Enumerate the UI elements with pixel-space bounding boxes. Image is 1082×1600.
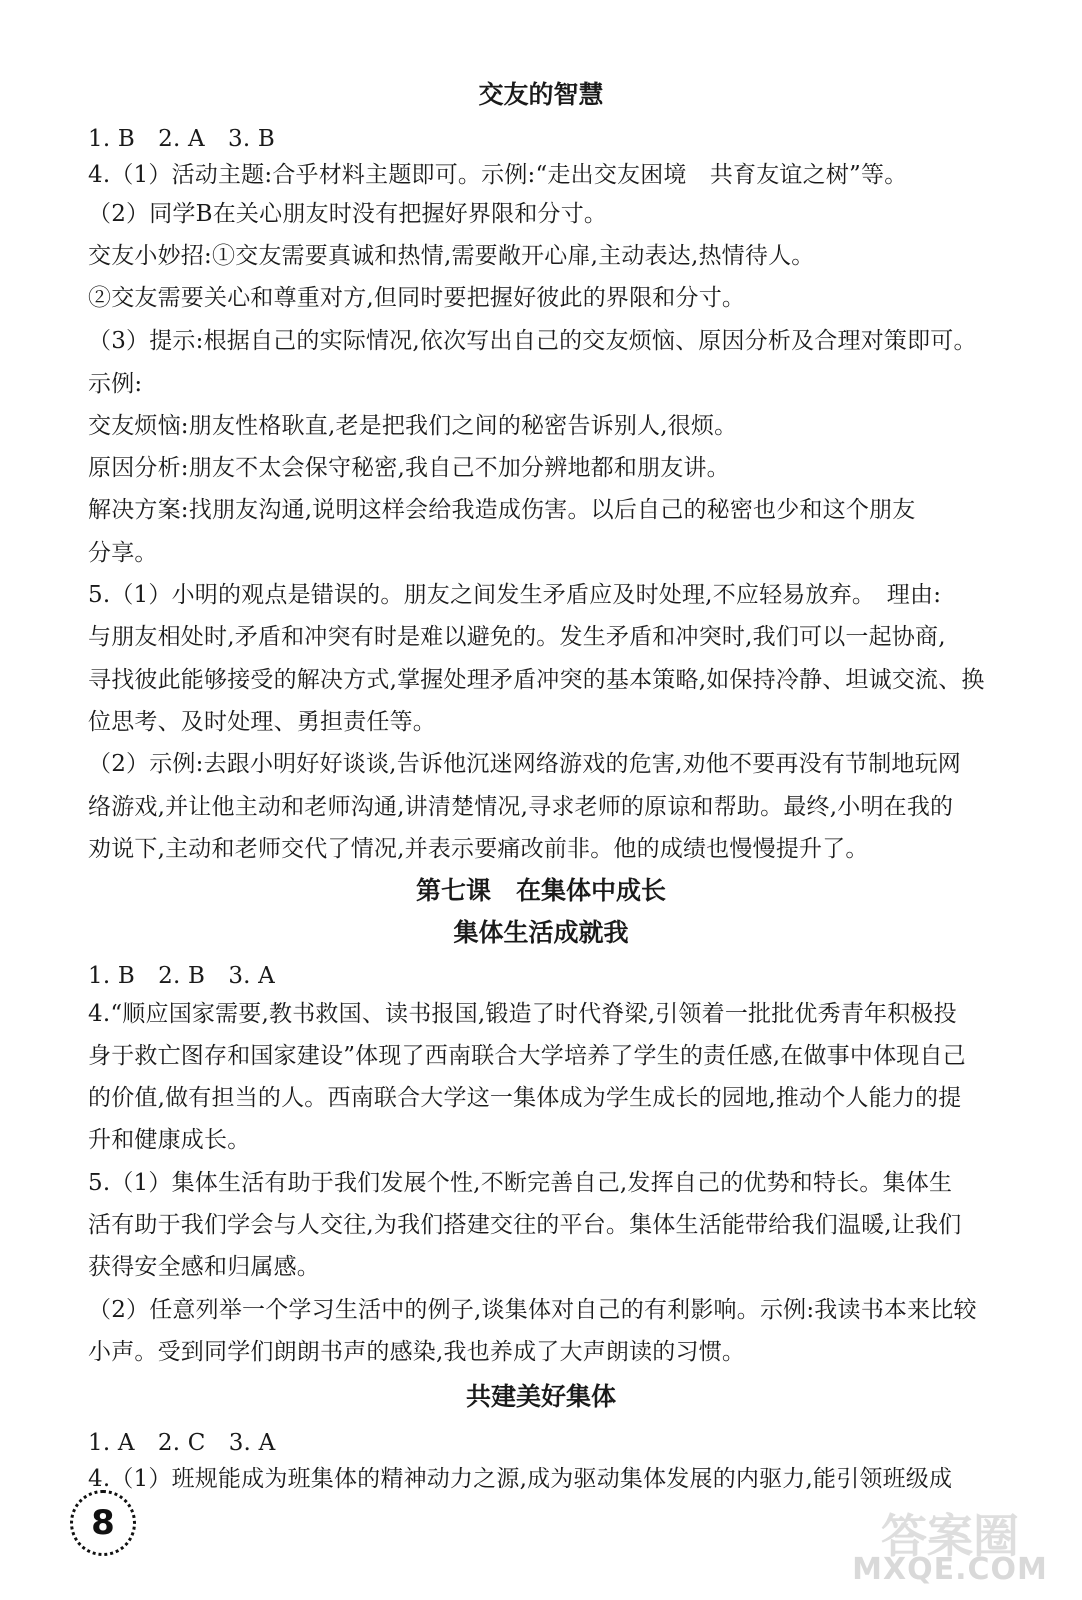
answer-line: 4.（1）班规能成为班集体的精神动力之源,成为驱动集体发展的内驱力,能引领班级成 [88, 1466, 953, 1492]
answer-line: 1. B 2. A 3. B [88, 126, 275, 152]
chapter-title-lesson-7: 第七课 在集体中成长 [415, 876, 666, 905]
section-title-build-collective: 共建美好集体 [465, 1382, 616, 1411]
answer-line: 解决方案:找朋友沟通,说明这样会给我造成伤害。以后自己的秘密也少和这个朋友 [88, 497, 916, 523]
answer-line: 4.（1）活动主题:合乎材料主题即可。示例:“走出交友困境 共育友谊之树”等。 [88, 162, 908, 188]
answer-line: 1. A 2. C 3. A [88, 1430, 276, 1456]
answer-line: 劝说下,主动和老师交代了情况,并表示要痛改前非。他的成绩也慢慢提升了。 [88, 836, 869, 862]
answer-line: 分享。 [88, 540, 158, 566]
answer-line: （2）示例:去跟小明好好谈谈,告诉他沉迷网络游戏的危害,劝他不要再没有节制地玩网 [88, 751, 962, 777]
answer-line: 小声。受到同学们朗朗书声的感染,我也养成了大声朗读的习惯。 [88, 1339, 746, 1365]
answer-line: （2）同学B在关心朋友时没有把握好界限和分寸。 [88, 201, 608, 227]
answer-line: 获得安全感和归属感。 [88, 1254, 320, 1280]
answer-line: 4.“顺应国家需要,教书救国、读书报国,锻造了时代脊梁,引领着一批批优秀青年积极投 [88, 1001, 957, 1027]
page-number: 8 [91, 1503, 115, 1543]
watermark-logo [840, 1500, 1060, 1595]
answer-line: （3）提示:根据自己的实际情况,依次写出自己的交友烦恼、原因分析及合理对策即可。 [88, 328, 977, 354]
answer-line: 5.（1）集体生活有助于我们发展个性,不断完善自己,发挥自己的优势和特长。集体生 [88, 1170, 953, 1196]
answer-line: 络游戏,并让他主动和老师沟通,讲清楚情况,寻求老师的原谅和帮助。最终,小明在我的 [88, 794, 954, 820]
answer-line: 交友烦恼:朋友性格耿直,老是把我们之间的秘密告诉别人,很烦。 [88, 413, 738, 439]
answer-line: 位思考、及时处理、勇担责任等。 [88, 709, 436, 735]
answer-line: 交友小妙招:①交友需要真诚和热情,需要敞开心扉,主动表达,热情待人。 [88, 243, 815, 269]
answer-line: 5.（1）小明的观点是错误的。朋友之间发生矛盾应及时处理,不应轻易放弃。 理由: [88, 582, 942, 608]
answer-line: ②交友需要关心和尊重对方,但同时要把握好彼此的界限和分寸。 [88, 285, 746, 311]
watermark-cn-text: 答案圈 [881, 1509, 1019, 1563]
answer-line: 的价值,做有担当的人。西南联合大学这一集体成为学生成长的园地,推动个人能力的提 [88, 1085, 962, 1111]
answer-line: （2）任意列举一个学习生活中的例子,谈集体对自己的有利影响。示例:我读书本来比较 [88, 1297, 977, 1323]
answer-line: 1. B 2. B 3. A [88, 963, 275, 989]
answer-line: 原因分析:朋友不太会保守秘密,我自己不加分辨地都和朋友讲。 [88, 455, 730, 481]
answer-line: 活有助于我们学会与人交往,为我们搭建交往的平台。集体生活能带给我们温暖,让我们 [88, 1212, 962, 1238]
answer-line: 与朋友相处时,矛盾和冲突有时是难以避免的。发生矛盾和冲突时,我们可以一起协商, [88, 624, 946, 650]
answer-line: 升和健康成长。 [88, 1127, 251, 1153]
section-title-collective-life: 集体生活成就我 [453, 918, 629, 947]
answer-line: 寻找彼此能够接受的解决方式,掌握处理矛盾冲突的基本策略,如保持冷静、坦诚交流、换 [88, 667, 985, 693]
watermark-url-text: MXQE.COM [852, 1552, 1048, 1587]
answer-line: 身于救亡图存和国家建设”体现了西南联合大学培养了学生的责任感,在做事中体现自己 [88, 1043, 966, 1069]
answer-line: 示例: [88, 371, 143, 397]
page-number-badge [70, 1490, 136, 1556]
section-title-friendship-wisdom: 交友的智慧 [478, 80, 604, 109]
